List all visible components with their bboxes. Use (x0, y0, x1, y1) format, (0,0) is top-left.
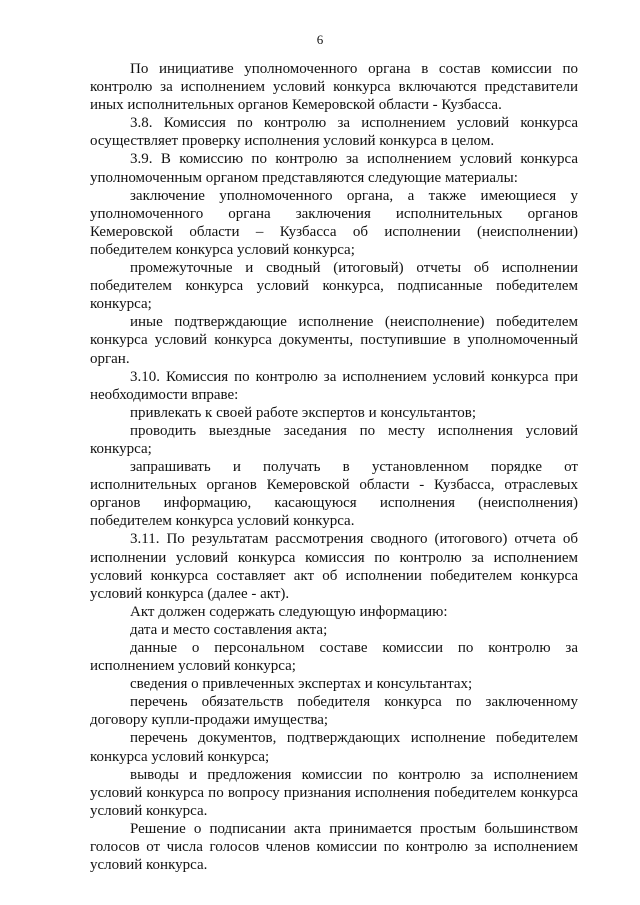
document-body (90, 60, 578, 874)
paragraph-3-9-item-other-documents: иные подтверждающие исполнение (неисполнение) победителем конкурса условий конкурса документы, поступившие в уполномоченный орган. (90, 314, 578, 367)
paragraph-act-item-experts: сведения о привлеченных экспертах и консультантах; (130, 676, 473, 693)
paragraph-3-10-item-field-meetings: проводить выездные заседания по месту исполнения условий конкурса; (90, 422, 578, 457)
paragraph-3-10-item-experts: привлекать к своей работе экспертов и консультантов; (130, 404, 477, 421)
paragraph-3-9-item-reports: промежуточные и сводный (итоговый) отчеты об исполнении победителем конкурса условий конкурса, подписанные победителем конкурса; (90, 260, 578, 313)
paragraph-act-item-commission: данные о персональном составе комиссии по контролю за исполнением условий конкурса; (90, 640, 578, 675)
paragraph-3-10-item-requests: запрашивать и получать в установленном порядке от исполнительных органов Кемеровской области - Кузбасса, отраслевых органов информацию, касающуюся исполнения (неисполнения) победителем конкурса условий конкурса. (90, 459, 578, 530)
paragraph-3-9: 3.9. В комиссию по контролю за исполнением условий конкурса уполномоченным органом представляются следующие материалы: (90, 151, 578, 186)
paragraph-initiative: По инициативе уполномоченного органа в состав комиссии по контролю за исполнением условий конкурса включаются представители иных исполнительных органов Кемеровской области - Кузбасса. (90, 61, 578, 114)
paragraph-act-item-date-place: дата и место составления акта; (130, 621, 328, 638)
paragraph-3-10: 3.10. Комиссия по контролю за исполнением условий конкурса при необходимости вправе: (90, 368, 578, 403)
paragraph-act-item-documents: перечень документов, подтверждающих исполнение победителем конкурса условий конкурса; (90, 730, 578, 765)
paragraph-3-9-item-conclusion: заключение уполномоченного органа, а также имеющиеся у уполномоченного органа заключения исполнительных органов Кемеровской области – Кузбасса об исполнении (неисполнении) победителем конкурса условий конкурса; (90, 187, 578, 258)
paragraph-act-item-obligations: перечень обязательств победителя конкурса по заключенному договору купли-продажи имущества; (90, 694, 578, 729)
paragraph-act-contents: Акт должен содержать следующую информацию: (130, 603, 448, 620)
paragraph-3-8: 3.8. Комиссия по контролю за исполнением условий конкурса осуществляет проверку исполнения условий конкурса в целом. (90, 115, 578, 150)
page-number: 6 (316, 32, 324, 47)
paragraph-3-11: 3.11. По результатам рассмотрения сводного (итогового) отчета об исполнении условий конкурса комиссия по контролю за исполнением условий конкурса составляет акт об исполнении победителем конкурса условий конкурса (далее - акт). (90, 531, 578, 602)
paragraph-act-item-conclusions: выводы и предложения комиссии по контролю за исполнением условий конкурса по вопросу признания исполнения победителем конкурса условий конкурса. (90, 766, 578, 819)
paragraph-act-decision: Решение о подписании акта принимается простым большинством голосов от числа голосов членов комиссии по контролю за исполнением условий конкурса. (90, 820, 578, 874)
